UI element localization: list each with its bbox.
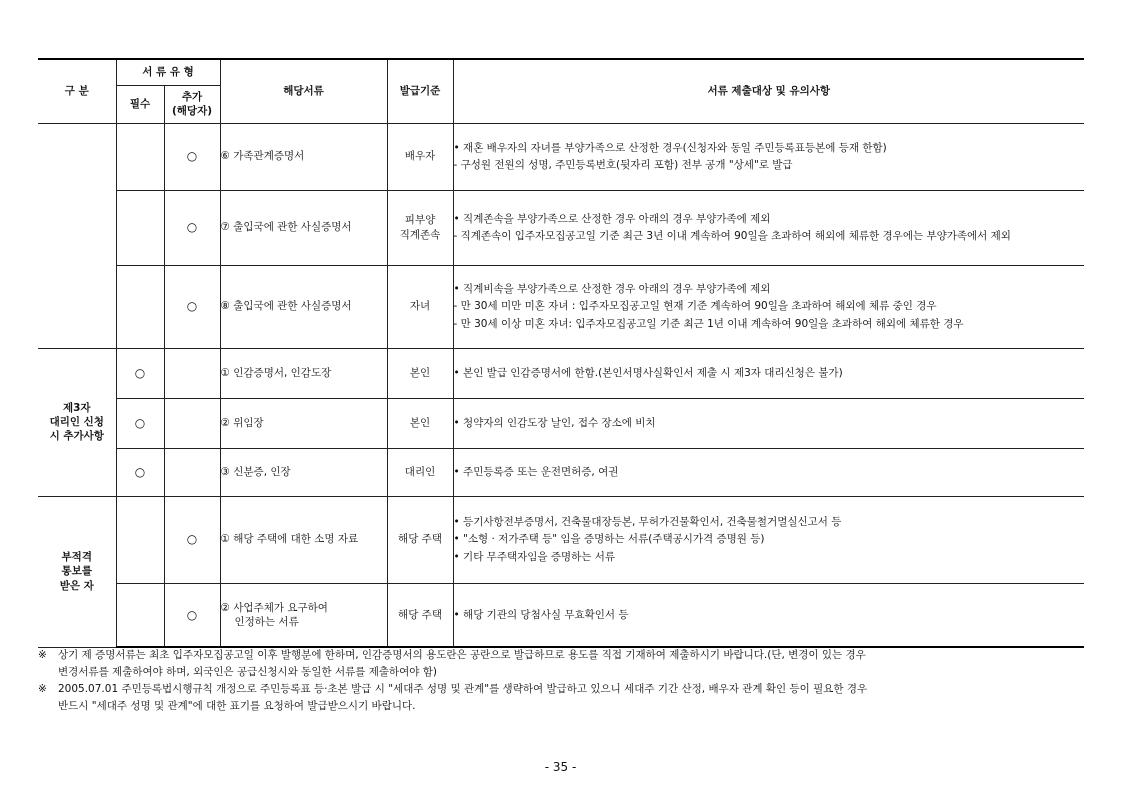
required-mark-cell (116, 265, 164, 348)
table-row (38, 398, 1084, 448)
header-additional (164, 85, 220, 123)
additional-mark-cell (164, 398, 220, 448)
document-name-line: ② 사업주체가 요구하여 (220, 601, 328, 614)
footnote (38, 681, 1088, 715)
note-line: • 재혼 배우자의 자녀를 부양가족으로 산정한 경우(신청자와 동일 주민등록표등본에 등재 한함) (453, 141, 887, 154)
document-name: ① 해당 주택에 대한 소명 자료 (220, 496, 387, 583)
document-name: ⑥ 가족관계증명서 (220, 123, 387, 190)
note-line: - 만 30세 이상 미혼 자녀: 입주자모집공고일 기준 최근 1년 이내 계속하여 90일을 초과하여 해외에 체류한 경우 (453, 317, 964, 330)
notes-cell (453, 448, 1084, 496)
document-name: ② 위임장 (220, 398, 387, 448)
group-label-line: 시 추가사항 (49, 430, 104, 443)
required-mark-cell: ○ (116, 348, 164, 398)
issue-basis-line: 자녀 (409, 300, 431, 313)
required-documents-table (38, 58, 1084, 648)
group-label-line: 부적격 (61, 551, 92, 564)
issue-basis-line: 대리인 (404, 465, 436, 478)
group-label-line: 받은 자 (59, 579, 94, 592)
header-notes: 서류 제출대상 및 유의사항 (453, 59, 1084, 123)
required-mark-cell (116, 496, 164, 583)
table-row (38, 348, 1084, 398)
issue-basis (387, 448, 453, 496)
footnote-line: 반드시 "세대주 성명 및 관계"에 대한 표기를 요청하여 발급받으시기 바랍니다. (58, 700, 416, 712)
document-name: ① 인감증명서, 인감도장 (220, 348, 387, 398)
additional-mark-cell (164, 448, 220, 496)
issue-basis (387, 265, 453, 348)
group-cell-ineligible (38, 496, 116, 647)
issue-basis (387, 190, 453, 265)
issue-basis-line: 직계존속 (399, 228, 441, 241)
issue-basis-line: 해당 주택 (398, 608, 442, 621)
additional-mark-cell: ○ (164, 123, 220, 190)
page-number: - 35 - (544, 760, 577, 774)
header-additional-sub: (해당자) (171, 105, 213, 117)
document-name: ⑦ 출입국에 관한 사실증명서 (220, 190, 387, 265)
table-row (38, 448, 1084, 496)
required-mark-cell (116, 123, 164, 190)
group-cell-household (38, 123, 116, 348)
issue-basis (387, 496, 453, 583)
required-mark-cell (116, 583, 164, 647)
table-row (38, 265, 1084, 348)
note-line: • 주민등록증 또는 운전면허증, 여권 (453, 465, 619, 478)
issue-basis-line: 본인 (409, 366, 431, 379)
additional-mark-cell: ○ (164, 583, 220, 647)
notes-cell (453, 348, 1084, 398)
note-line: • 직계비속을 부양가족으로 산정한 경우 아래의 경우 부양가족에 제외 (453, 283, 771, 296)
table-row (38, 190, 1084, 265)
issue-basis-line: 본인 (409, 416, 431, 429)
note-line: • 등기사항전부증명서, 건축물대장등본, 무허가건물확인서, 건축물철거멸실신고서 등 (453, 516, 842, 529)
footnote-line: 변경서류를 제출하여야 하며, 외국인은 공급신청시와 동일한 서류를 제출하여야 함) (58, 666, 437, 678)
issue-basis (387, 398, 453, 448)
footnote-line: 상기 제 증명서류는 최초 입주자모집공고일 이후 발행분에 한하며, 인감증명서의 용도란은 공란으로 발급하므로 용도를 직접 기재하여 제출하시기 바랍니다.(단, 변경이 있는 경우 (58, 649, 866, 661)
issue-basis (387, 348, 453, 398)
header-basis: 발급기준 (387, 59, 453, 123)
additional-mark-cell: ○ (164, 265, 220, 348)
issue-basis (387, 123, 453, 190)
issue-basis-line: 해당 주택 (398, 533, 442, 546)
note-line: • "소형 · 저가주택 등" 임을 증명하는 서류(주택공시가격 증명원 등) (453, 533, 765, 546)
footnote-line: 2005.07.01 주민등록법시행규칙 개정으로 주민등록표 등·초본 발급 시 "세대주 성명 및 관계"를 생략하여 발급하고 있으니 세대주 기간 산정, 배우자 관계 확인 등이 필요한 경우 (58, 683, 868, 695)
notes-cell (453, 398, 1084, 448)
issue-basis (387, 583, 453, 647)
additional-mark-cell: ○ (164, 496, 220, 583)
required-mark-cell (116, 190, 164, 265)
additional-mark-cell: ○ (164, 190, 220, 265)
notes-cell (453, 496, 1084, 583)
required-mark-cell: ○ (116, 398, 164, 448)
note-line: • 기타 무주택자임을 증명하는 서류 (453, 550, 616, 563)
header-required: 필수 (116, 85, 164, 123)
footnote-symbol: ※ (38, 683, 47, 695)
notes-cell (453, 123, 1084, 190)
document-name-line: 인정하는 서류 (234, 615, 299, 628)
table-row (38, 496, 1084, 583)
issue-basis-line: 피부양 (404, 214, 436, 227)
table-header-row (38, 59, 1084, 85)
notes-cell (453, 265, 1084, 348)
document-name: ③ 신분증, 인장 (220, 448, 387, 496)
issue-basis-line: 배우자 (404, 150, 436, 163)
header-document: 해당서류 (220, 59, 387, 123)
table-row (38, 583, 1084, 647)
notes-cell (453, 190, 1084, 265)
document-name (220, 583, 387, 647)
note-line: - 구성원 전원의 성명, 주민등록번호(뒷자리 포함) 전부 공개 "상세"로 발급 (453, 159, 793, 171)
note-line: - 만 30세 미만 미혼 자녀 : 입주자모집공고일 현재 기준 계속하여 90일을 초과하여 해외에 체류 중인 경우 (453, 300, 937, 313)
footnote (38, 647, 1088, 681)
group-label-line: 제3자 (62, 401, 91, 414)
note-line: • 본인 발급 인감증명서에 한함.(본인서명사실확인서 제출 시 제3자 대리신청은 불가) (453, 366, 843, 379)
header-additional-label: 추가 (181, 90, 203, 103)
footnotes (38, 647, 1088, 715)
document-name: ⑧ 출입국에 관한 사실증명서 (220, 265, 387, 348)
note-line: • 해당 기관의 당첨사실 무효확인서 등 (453, 608, 629, 621)
group-label-line: 통보를 (61, 565, 92, 578)
group-cell-proxy (38, 348, 116, 496)
group-label-line: 대리인 신청 (49, 415, 104, 428)
table-row (38, 123, 1084, 190)
additional-mark-cell (164, 348, 220, 398)
header-doc-type: 서 류 유 형 (116, 59, 220, 85)
notes-cell (453, 583, 1084, 647)
note-line: • 직계존속을 부양가족으로 산정한 경우 아래의 경우 부양가족에 제외 (453, 212, 771, 225)
footnote-symbol: ※ (38, 649, 47, 661)
header-category: 구 분 (38, 59, 116, 123)
note-line: • 청약자의 인감도장 날인, 접수 장소에 비치 (453, 416, 656, 429)
required-mark-cell: ○ (116, 448, 164, 496)
note-line: - 직계존속이 입주자모집공고일 기준 최근 3년 이내 계속하여 90일을 초과하여 해외에 체류한 경우에는 부양가족에서 제외 (453, 230, 1011, 242)
